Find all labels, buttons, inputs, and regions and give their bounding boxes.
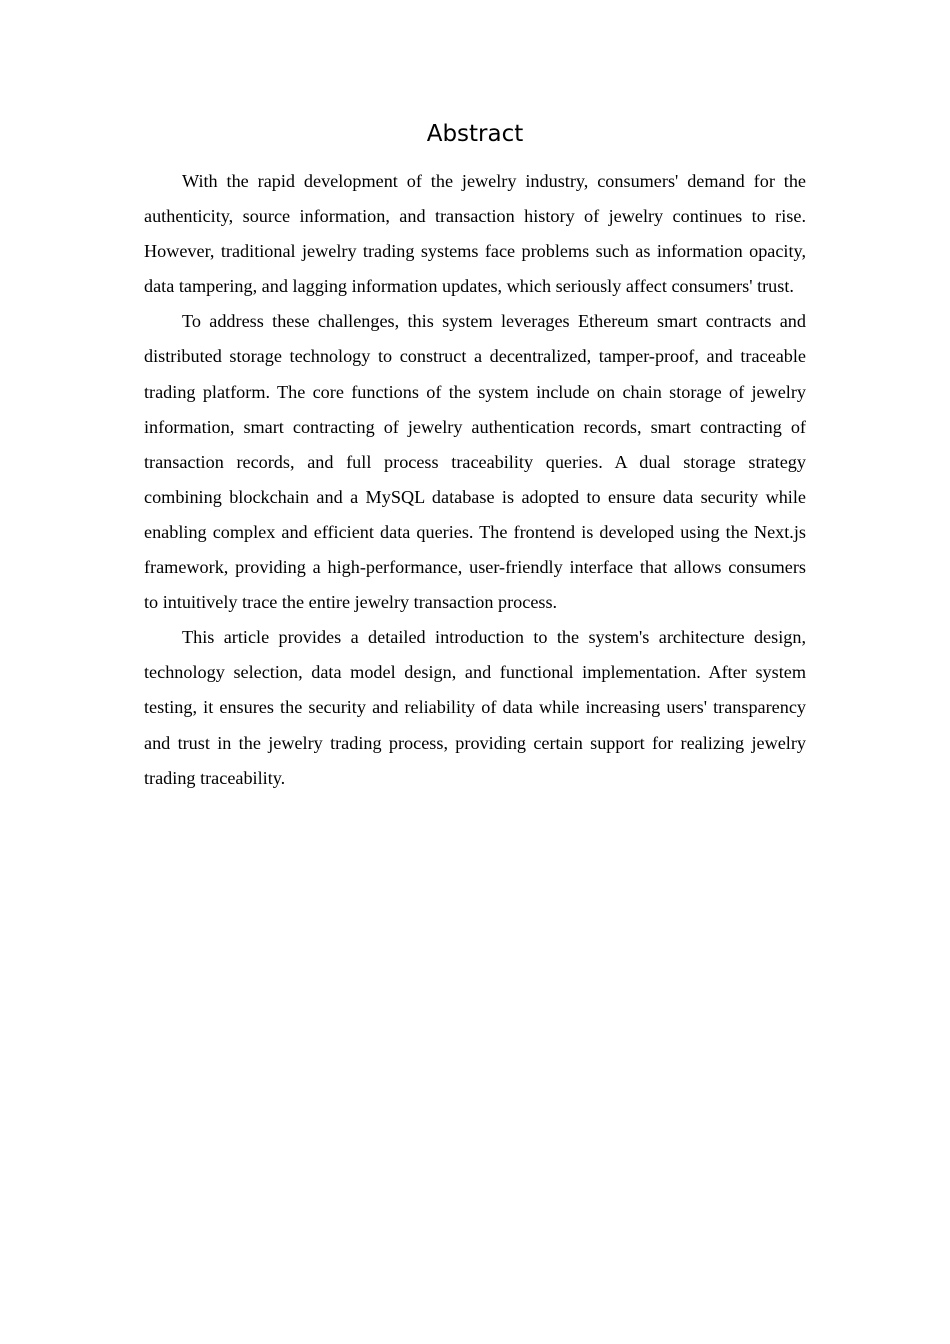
abstract-paragraph-1: With the rapid development of the jewelry industry, consumers' demand for the authenticity, source information, and transaction history of jewelry continues to rise. However, traditional jewelry trading systems face problems such as information opacity, data tampering, and lagging information updates, which seriously affect consumers' trust. (144, 171, 806, 297)
abstract-body (144, 164, 806, 796)
abstract-paragraph-3: This article provides a detailed introduction to the system's architecture design, technology selection, data model design, and functional implementation. After system testing, it ensures the security and reliability of data while increasing users' transparency and trust in the jewelry trading process, providing certain support for realizing jewelry trading traceability. (144, 627, 806, 788)
abstract-title: Abstract (426, 121, 524, 147)
abstract-paragraph-2: To address these challenges, this system leverages Ethereum smart contracts and distributed storage technology to construct a decentralized, tamper-proof, and traceable trading platform. The core functions of the system include on chain storage of jewelry information, smart contracting of jewelry authentication records, smart contracting of transaction records, and full process traceability queries. A dual storage strategy combining blockchain and a MySQL database is adopted to ensure data security while enabling complex and efficient data queries. The frontend is developed using the Next.js framework, providing a high-performance, user-friendly interface that allows consumers to intuitively trace the entire jewelry transaction process. (144, 311, 806, 613)
